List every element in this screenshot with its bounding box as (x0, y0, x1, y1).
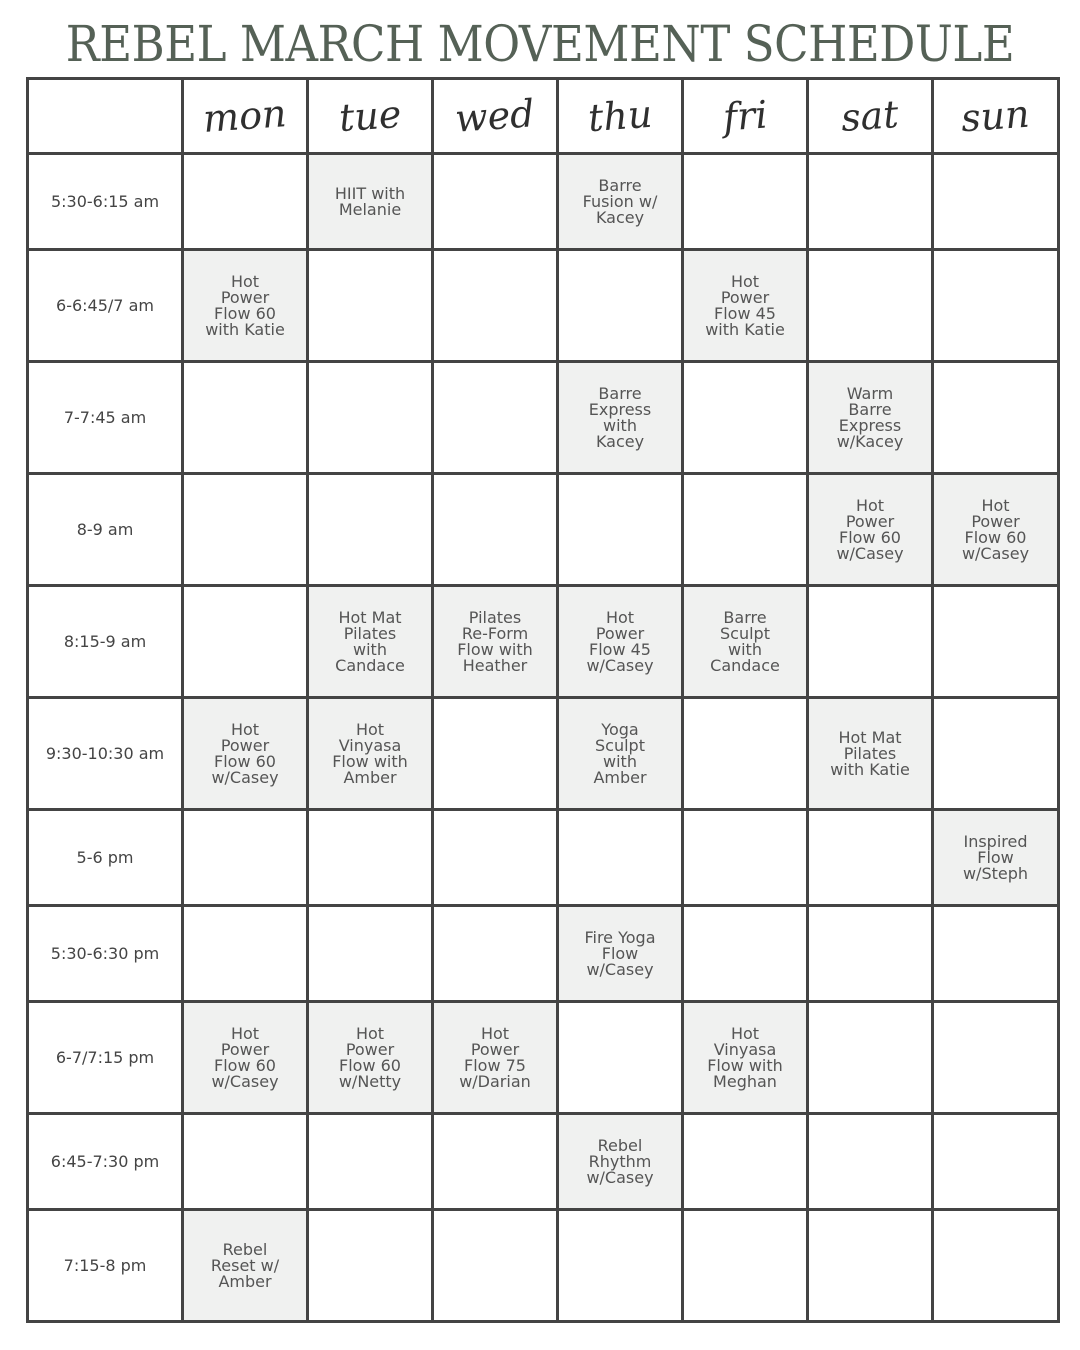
class-line: Express (838, 415, 902, 435)
time-slot-cell: 7:15-8 pm (28, 1210, 183, 1322)
class-line: Flow 60 (214, 1055, 276, 1075)
class-line: Flow 60 (214, 303, 276, 323)
table-row (28, 250, 1059, 362)
table-row (28, 362, 1059, 474)
class-line: w/Steph (962, 863, 1029, 883)
class-line: Inspired (963, 831, 1028, 851)
class-line: with Katie (830, 759, 910, 779)
time-slot-cell: 5:30-6:30 pm (28, 906, 183, 1002)
empty-cell (808, 810, 933, 906)
class-line: Amber (218, 1271, 272, 1291)
day-label: tue (337, 91, 403, 141)
class-line: Hot (230, 1023, 260, 1043)
class-line: w/Darian (459, 1071, 531, 1091)
class-line: Rebel (597, 1135, 643, 1155)
empty-cell (308, 474, 433, 586)
empty-cell (308, 1210, 433, 1322)
class-line: Power (720, 287, 770, 307)
class-line: Amber (593, 767, 647, 787)
table-row (28, 810, 1059, 906)
class-line: Hot (480, 1023, 510, 1043)
class-cell-mon (183, 698, 308, 810)
day-header-thu (558, 79, 683, 154)
table-row (28, 1002, 1059, 1114)
class-line: Flow 60 (839, 527, 901, 547)
table-row (28, 586, 1059, 698)
empty-cell (808, 906, 933, 1002)
class-cell-wed (433, 586, 558, 698)
class-line: Re-Form (461, 623, 529, 643)
class-line: w/Casey (586, 1167, 654, 1187)
class-line: Rhythm (588, 1151, 652, 1171)
empty-cell (433, 906, 558, 1002)
empty-cell (683, 906, 808, 1002)
time-slot-cell: 5-6 pm (28, 810, 183, 906)
class-line: Hot (605, 607, 635, 627)
class-line: Barre (598, 175, 642, 195)
class-line: Kacey (595, 431, 645, 451)
empty-cell (683, 1114, 808, 1210)
class-line: Hot (230, 719, 260, 739)
time-slot-cell: 9:30-10:30 am (28, 698, 183, 810)
class-line: Flow with (457, 639, 533, 659)
class-line: w/Casey (586, 959, 654, 979)
class-line: Flow 45 (589, 639, 651, 659)
class-cell-mon (183, 250, 308, 362)
class-line: w/Netty (338, 1071, 402, 1091)
day-label: sat (839, 92, 901, 140)
empty-cell (308, 362, 433, 474)
class-line: Power (470, 1039, 520, 1059)
empty-cell (433, 698, 558, 810)
class-line: Meghan (713, 1071, 777, 1091)
class-line: Flow 45 (714, 303, 776, 323)
class-line: with Katie (705, 319, 785, 339)
empty-cell (558, 1002, 683, 1114)
class-line: Flow with (707, 1055, 783, 1075)
empty-cell (183, 586, 308, 698)
empty-cell (933, 698, 1059, 810)
class-line: Rebel (222, 1239, 268, 1259)
class-line: Flow 60 (214, 751, 276, 771)
empty-cell (683, 362, 808, 474)
empty-cell (933, 1002, 1059, 1114)
class-cell-thu (558, 362, 683, 474)
empty-cell (183, 1114, 308, 1210)
class-cell-tue (308, 698, 433, 810)
class-line: w/Casey (211, 1071, 279, 1091)
class-line: Candace (335, 655, 405, 675)
class-line: Barre (598, 383, 642, 403)
page-title: REBEL MARCH MOVEMENT SCHEDULE (65, 15, 1015, 73)
empty-cell (308, 1114, 433, 1210)
empty-cell (558, 250, 683, 362)
empty-cell (683, 810, 808, 906)
empty-cell (933, 250, 1059, 362)
class-cell-tue (308, 1002, 433, 1114)
class-cell-thu (558, 154, 683, 250)
class-line: Flow 75 (464, 1055, 526, 1075)
table-row (28, 1114, 1059, 1210)
class-line: Power (845, 511, 895, 531)
day-header-sun (933, 79, 1059, 154)
table-row (28, 474, 1059, 586)
day-header-row (28, 79, 1059, 154)
empty-cell (808, 1002, 933, 1114)
class-line: Hot (230, 271, 260, 291)
class-line: Power (595, 623, 645, 643)
time-slot-cell: 6-7/7:15 pm (28, 1002, 183, 1114)
class-line: Flow 60 (339, 1055, 401, 1075)
empty-cell (183, 362, 308, 474)
empty-cell (933, 1210, 1059, 1322)
class-line: Fire Yoga (584, 927, 656, 947)
schedule-body (28, 154, 1059, 1322)
empty-cell (433, 810, 558, 906)
class-line: Vinyasa (338, 735, 402, 755)
empty-cell (683, 154, 808, 250)
empty-cell (683, 474, 808, 586)
class-line: Sculpt (720, 623, 770, 643)
class-cell-thu (558, 698, 683, 810)
empty-cell (683, 1210, 808, 1322)
class-line: Kacey (595, 207, 645, 227)
day-label: fri (721, 92, 769, 140)
empty-cell (933, 586, 1059, 698)
class-line: Pilates (843, 743, 897, 763)
class-line: with Katie (205, 319, 285, 339)
empty-cell (433, 1210, 558, 1322)
class-line: w/Casey (211, 767, 279, 787)
empty-cell (308, 810, 433, 906)
time-slot-cell: 5:30-6:15 am (28, 154, 183, 250)
empty-cell (558, 474, 683, 586)
time-slot-cell: 7-7:45 am (28, 362, 183, 474)
day-label: thu (586, 91, 654, 141)
class-line: Flow 60 (964, 527, 1027, 547)
class-line: Hot (981, 495, 1010, 515)
class-cell-fri (683, 250, 808, 362)
empty-cell (808, 154, 933, 250)
class-line: Fusion w/ (582, 191, 658, 211)
class-line: HIIT with (334, 183, 406, 203)
table-row (28, 1210, 1059, 1322)
empty-cell (808, 1114, 933, 1210)
class-line: Yoga (601, 719, 639, 739)
class-line: w/Casey (961, 543, 1030, 563)
class-line: Barre (848, 399, 892, 419)
empty-cell (808, 250, 933, 362)
class-line: Hot (355, 719, 385, 739)
empty-cell (183, 906, 308, 1002)
empty-cell (558, 810, 683, 906)
class-line: Reset w/ (210, 1255, 280, 1275)
empty-cell (933, 1114, 1059, 1210)
class-cell-mon (183, 1210, 308, 1322)
empty-cell (683, 698, 808, 810)
class-line: Pilates (343, 623, 397, 643)
class-cell-sat (808, 698, 933, 810)
day-header-sat (808, 79, 933, 154)
empty-cell (433, 154, 558, 250)
class-line: with (603, 415, 637, 435)
time-slot-cell: 8:15-9 am (28, 586, 183, 698)
class-line: Melanie (338, 199, 402, 219)
class-cell-wed (433, 1002, 558, 1114)
empty-cell (433, 250, 558, 362)
empty-cell (933, 906, 1059, 1002)
time-slot-cell: 8-9 am (28, 474, 183, 586)
class-line: Express (588, 399, 652, 419)
time-slot-cell: 6-6:45/7 am (28, 250, 183, 362)
class-line: with (728, 639, 762, 659)
empty-cell (808, 1210, 933, 1322)
class-line: w/Casey (586, 655, 654, 675)
class-line: Flow with (332, 751, 408, 771)
class-cell-fri (683, 1002, 808, 1114)
class-line: Flow (601, 943, 639, 963)
schedule-table (26, 77, 1060, 1323)
class-line: Power (220, 287, 270, 307)
class-cell-sat (808, 362, 933, 474)
class-line: Power (345, 1039, 395, 1059)
class-cell-thu (558, 906, 683, 1002)
class-line: Hot Mat (838, 727, 902, 747)
class-line: Hot Mat (338, 607, 402, 627)
class-line: Hot (355, 1023, 385, 1043)
class-line: Hot (730, 271, 760, 291)
class-cell-sat (808, 474, 933, 586)
empty-cell (183, 810, 308, 906)
empty-cell (933, 154, 1059, 250)
class-line: w/Kacey (836, 431, 904, 451)
empty-cell (558, 1210, 683, 1322)
class-line: with (603, 751, 637, 771)
class-cell-tue (308, 154, 433, 250)
class-cell-fri (683, 586, 808, 698)
class-line: Vinyasa (713, 1039, 777, 1059)
empty-cell (308, 906, 433, 1002)
empty-cell (808, 586, 933, 698)
day-label: sun (959, 91, 1032, 141)
table-row (28, 906, 1059, 1002)
class-cell-sun (933, 810, 1059, 906)
class-line: Amber (343, 767, 397, 787)
class-line: Warm (846, 383, 894, 403)
class-line: Power (220, 1039, 270, 1059)
empty-cell (933, 362, 1059, 474)
day-header-fri (683, 79, 808, 154)
class-line: with (353, 639, 387, 659)
class-line: Barre (723, 607, 767, 627)
empty-cell (433, 1114, 558, 1210)
day-label: mon (201, 91, 289, 141)
class-cell-thu (558, 586, 683, 698)
class-line: Hot (730, 1023, 760, 1043)
empty-cell (308, 250, 433, 362)
empty-cell (433, 474, 558, 586)
class-cell-tue (308, 586, 433, 698)
day-header-tue (308, 79, 433, 154)
class-line: Heather (462, 655, 528, 675)
class-cell-mon (183, 1002, 308, 1114)
class-line: Power (220, 735, 270, 755)
day-header-wed (433, 79, 558, 154)
table-row (28, 154, 1059, 250)
table-row (28, 698, 1059, 810)
class-line: Pilates (468, 607, 522, 627)
class-line: Sculpt (595, 735, 645, 755)
class-line: w/Casey (836, 543, 904, 563)
class-line: Candace (710, 655, 780, 675)
class-cell-sun (933, 474, 1059, 586)
class-line: Flow (977, 847, 1014, 867)
empty-cell (183, 154, 308, 250)
corner-cell (28, 79, 183, 154)
day-header-mon (183, 79, 308, 154)
class-cell-thu (558, 1114, 683, 1210)
day-label: wed (453, 91, 537, 141)
empty-cell (183, 474, 308, 586)
empty-cell (433, 362, 558, 474)
class-line: Power (971, 511, 1020, 531)
time-slot-cell: 6:45-7:30 pm (28, 1114, 183, 1210)
class-line: Hot (855, 495, 885, 515)
